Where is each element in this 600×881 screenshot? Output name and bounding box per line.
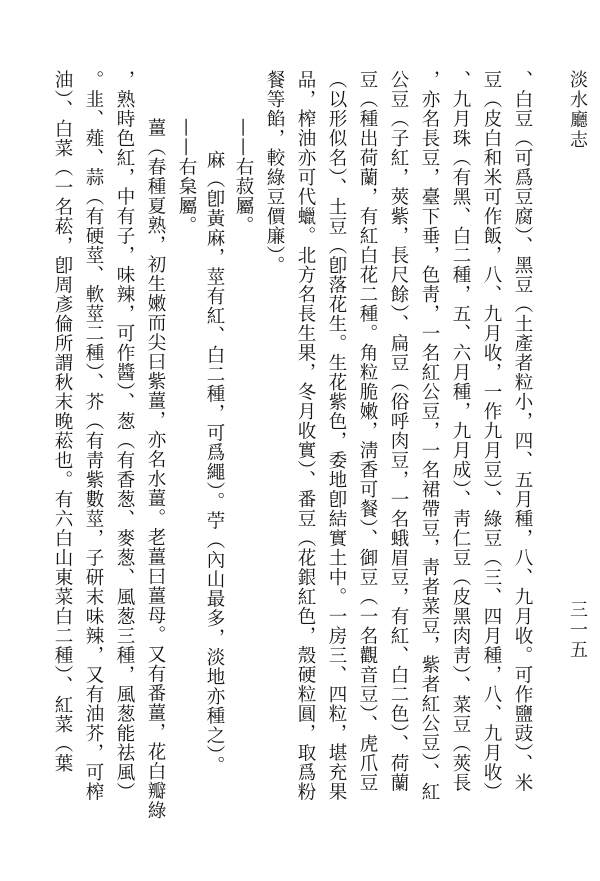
text-column: 。韭、薤、蒜（有硬莖、軟莖二種）、芥（有靑紫數莖，子研末味辣，又有油芥，可榨 <box>83 70 104 802</box>
section-marker: ——右枲屬。 <box>176 118 197 235</box>
book-title-header: 淡水廳志 <box>567 70 588 150</box>
text-column: 、九月珠（有黑、白二種，五、六月種，九月成）、靑仁豆（皮黑肉靑）、菜豆（莢長 <box>450 70 471 793</box>
text-column: 薑（春種夏熟，初生嫩而尖曰紫薑，亦名水薑。老薑曰薑母。又有番薑，花白瓣綠 <box>145 118 166 820</box>
text-column: （以形似名）、土豆（卽落花生。生花紫色，委地卽結實土中。一房三、四粒，堪充果 <box>326 70 347 802</box>
text-column: 、白豆（可爲豆腐）、黑豆（土產者粒小，四、五月種，八、九月收。可作鹽豉）、米 <box>512 70 533 793</box>
text-column: ，亦名長豆，臺下垂，色靑，一名紅公豆，一名裙帶豆，靑者菜豆，紫者紅公豆）、紅 <box>419 70 440 802</box>
text-column: 品，榨油亦可代蠟。北方名長生果，冬月收實）、番豆（花銀紅色，殼硬粒圓，取爲粉 <box>295 70 316 802</box>
text-column: 餐等餡，較綠豆價廉）。 <box>264 70 285 276</box>
text-column: 油）、白菜（一名菘，卽周彥倫所謂秋末晚菘也。有六白山東菜白二種）、紅菜（葉 <box>52 70 73 773</box>
text-column: 公豆（子紅，莢紫，長尺餘）、扁豆（俗呼肉豆，一名蛾眉豆，有紅、白二色）、荷蘭 <box>388 70 409 793</box>
text-column: ，熟時色紅，中有子，味辣，可作醬）、葱（有香葱、麥葱、風葱三種，風葱能祛風） <box>114 70 135 802</box>
section-marker: ——右菽屬。 <box>233 118 254 235</box>
text-column: 麻（卽黃麻，莖有紅、白二種，可爲繩）。苧（內山最多，淡地亦種之）。 <box>204 150 225 775</box>
page-number: 三一五 <box>567 600 588 660</box>
text-column: 豆（種出荷蘭，有紅白花二種。角粒脆嫩，淸香可餐）、御豆（一名觀音豆）、虎爪豆 <box>357 70 378 793</box>
text-column: 豆（皮白和米可作飯，八、九月收，一作九月豆）、綠豆（三、四月種，八、九月收） <box>481 70 502 802</box>
